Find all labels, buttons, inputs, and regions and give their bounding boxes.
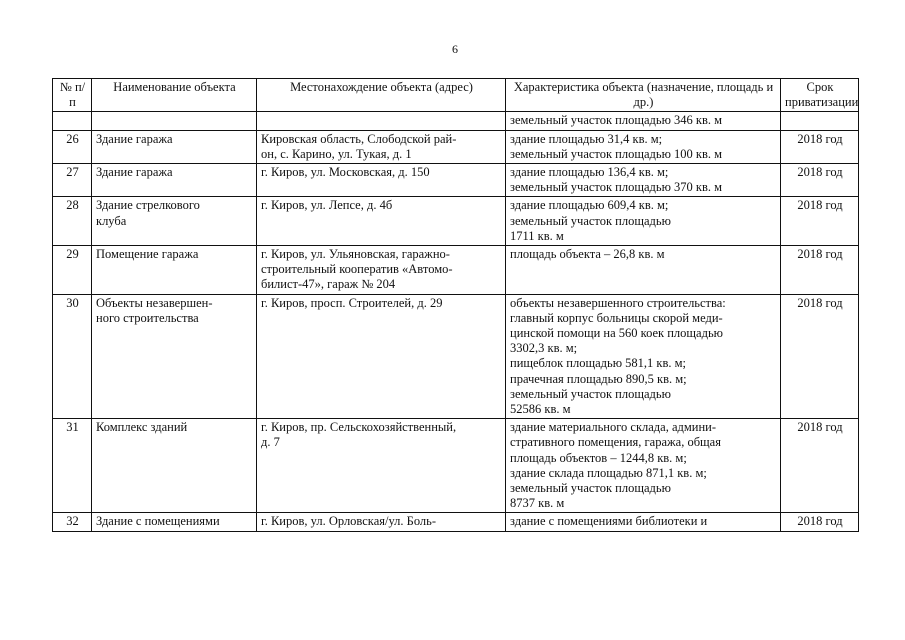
object-characteristics-line: земельный участок площадью [510, 213, 671, 228]
object-characteristics [506, 246, 781, 295]
object-name [92, 246, 257, 295]
object-characteristics [506, 513, 781, 531]
object-characteristics-line: прачечная площадью 890,5 кв. м; [510, 371, 687, 386]
object-characteristics [506, 130, 781, 163]
row-number: 27 [53, 164, 92, 197]
table-row [53, 164, 859, 197]
object-characteristics-line: 8737 кв. м [510, 496, 565, 511]
object-address-line: г. Киров, ул. Московская, д. 150 [261, 165, 430, 180]
object-address-line: г. Киров, ул. Орловская/ул. Боль- [261, 514, 437, 529]
object-characteristics-line: здание с помещениями библиотеки и [510, 514, 708, 529]
object-characteristics-line: здание материального склада, админи- [510, 420, 717, 435]
object-address [257, 294, 506, 419]
object-characteristics-line: площадь объекта – 26,8 кв. м [510, 247, 665, 262]
object-name-line: Комплекс зданий [96, 420, 188, 435]
object-characteristics-line: цинской помощи на 560 коек площадью [510, 326, 723, 341]
object-name-line: клуба [96, 213, 127, 228]
object-characteristics-line: главный корпус больницы скорой меди- [510, 310, 723, 325]
header-characteristics: Характеристика объекта (назначение, площадь и др.) [506, 79, 781, 112]
object-characteristics-line: здание площадью 136,4 кв. м; [510, 165, 669, 180]
object-address-line: д. 7 [261, 435, 280, 450]
object-characteristics-line: 3302,3 кв. м; [510, 341, 578, 356]
object-name [92, 513, 257, 531]
object-name-line: ного строительства [96, 310, 199, 325]
continuation-row [53, 112, 859, 130]
continuation-line: земельный участок площадью 346 кв. м [510, 113, 723, 128]
row-number: 28 [53, 197, 92, 246]
object-characteristics-line: земельный участок площадью 370 кв. м [510, 180, 723, 195]
object-name [92, 419, 257, 513]
object-characteristics-line: площадь объектов – 1244,8 кв. м; [510, 450, 687, 465]
header-name: Наименование объекта [92, 79, 257, 112]
header-term: Срок приватизации [781, 79, 859, 112]
header-num: № п/п [53, 79, 92, 112]
privatization-term: 2018 год [781, 197, 859, 246]
object-characteristics-line: здание склада площадью 871,1 кв. м; [510, 465, 707, 480]
privatization-term: 2018 год [781, 419, 859, 513]
object-name-line: Объекты незавершен- [96, 295, 213, 310]
privatization-term: 2018 год [781, 246, 859, 295]
object-characteristics-line: 52586 кв. м [510, 402, 571, 417]
privatization-term: 2018 год [781, 294, 859, 419]
row-number: 31 [53, 419, 92, 513]
object-address-line: Кировская область, Слободской рай- [261, 131, 457, 146]
object-characteristics-line: земельный участок площадью 100 кв. м [510, 146, 723, 161]
table-row [53, 419, 859, 513]
object-characteristics-line: пищеблок площадью 581,1 кв. м; [510, 356, 687, 371]
privatization-term: 2018 год [781, 513, 859, 531]
object-address [257, 164, 506, 197]
page-number: 6 [452, 42, 458, 56]
object-address [257, 513, 506, 531]
row-number: 26 [53, 130, 92, 163]
continuation-num [53, 112, 92, 130]
object-name-line: Здание стрелкового [96, 198, 200, 213]
object-name-line: Здание с помещениями [96, 514, 220, 529]
object-name-line: Здание гаража [96, 131, 173, 146]
object-characteristics [506, 164, 781, 197]
object-characteristics-line: земельный участок площадью [510, 481, 671, 496]
object-address [257, 246, 506, 295]
object-name [92, 294, 257, 419]
row-number: 32 [53, 513, 92, 531]
table-row [53, 246, 859, 295]
object-characteristics-line: земельный участок площадью [510, 386, 671, 401]
row-number: 30 [53, 294, 92, 419]
object-name [92, 164, 257, 197]
object-characteristics-line: 1711 кв. м [510, 228, 564, 243]
object-characteristics-line: здание площадью 31,4 кв. м; [510, 131, 663, 146]
object-address-line: он, с. Карино, ул. Тукая, д. 1 [261, 146, 412, 161]
object-characteristics [506, 294, 781, 419]
object-characteristics [506, 197, 781, 246]
continuation-address [257, 112, 506, 130]
object-name-line: Здание гаража [96, 165, 173, 180]
table-row [53, 294, 859, 419]
object-characteristics-line: здание площадью 609,4 кв. м; [510, 198, 669, 213]
object-address [257, 130, 506, 163]
continuation-name [92, 112, 257, 130]
object-address-line: строительный кооператив «Автомо- [261, 262, 453, 277]
object-name [92, 130, 257, 163]
table-row [53, 513, 859, 531]
object-address-line: г. Киров, пр. Сельскохозяйственный, [261, 420, 457, 435]
object-name-line: Помещение гаража [96, 247, 199, 262]
object-name [92, 197, 257, 246]
table-row [53, 197, 859, 246]
object-characteristics-line: объекты незавершенного строительства: [510, 295, 726, 310]
object-characteristics [506, 419, 781, 513]
object-address-line: билист-47», гараж № 204 [261, 277, 396, 292]
object-address-line: г. Киров, просп. Строителей, д. 29 [261, 295, 443, 310]
continuation-characteristics [506, 112, 781, 130]
object-address-line: г. Киров, ул. Лепсе, д. 4б [261, 198, 393, 213]
object-characteristics-line: стративного помещения, гаража, общая [510, 435, 721, 450]
privatization-table [52, 78, 859, 532]
row-number: 29 [53, 246, 92, 295]
privatization-term: 2018 год [781, 130, 859, 163]
object-address [257, 197, 506, 246]
object-address-line: г. Киров, ул. Ульяновская, гаражно- [261, 247, 450, 262]
header-row [53, 79, 859, 112]
table-row [53, 130, 859, 163]
header-address: Местонахождение объекта (адрес) [257, 79, 506, 112]
continuation-term [781, 112, 859, 130]
object-address [257, 419, 506, 513]
privatization-term: 2018 год [781, 164, 859, 197]
